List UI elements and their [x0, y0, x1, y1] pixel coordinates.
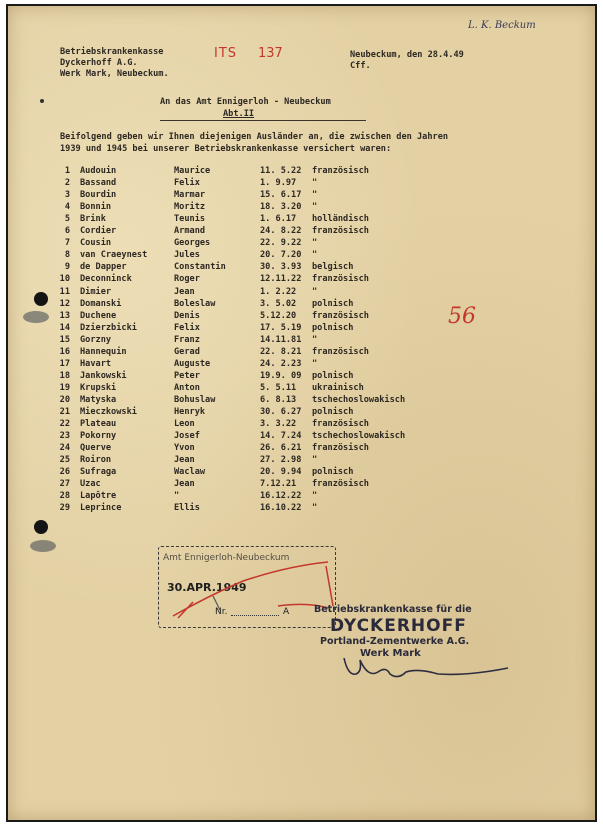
record-nationality: holländisch	[312, 214, 369, 225]
record-birth-date: 20. 7.20	[260, 250, 302, 261]
record-number: 11	[59, 286, 70, 297]
record-first-name: Yvon	[174, 443, 195, 454]
record-birth-date: 16.10.22	[260, 503, 302, 514]
record-nationality: französisch	[312, 419, 369, 430]
record-surname: de Dapper	[80, 262, 127, 273]
record-nationality: polnisch	[312, 322, 354, 333]
record-nationality: französisch	[312, 443, 369, 454]
record-nationality: "	[312, 286, 318, 297]
addressee-line-2: Abt.II	[223, 109, 255, 119]
record-nationality: französisch	[312, 226, 369, 237]
record-first-name: Auguste	[174, 358, 211, 369]
record-first-name: Boleslaw	[174, 298, 216, 309]
record-birth-date: 22. 8.21	[260, 346, 302, 357]
signature	[338, 646, 518, 686]
record-surname: Dzierzbicki	[80, 322, 137, 333]
record-number: 13	[59, 310, 70, 321]
record-surname: Hannequin	[80, 346, 127, 357]
record-surname: Bonnin	[80, 202, 112, 213]
record-number: 12	[59, 298, 70, 309]
reference: Cff.	[350, 61, 371, 71]
record-nationality: "	[312, 491, 318, 502]
record-surname: van Craeynest	[80, 250, 148, 261]
record-birth-date: 30. 6.27	[260, 407, 302, 417]
intro-line-2: 1939 und 1945 bei unserer Betriebskrankenkasse versichert waren:	[60, 144, 392, 154]
record-number: 7	[64, 238, 70, 249]
record-surname: Audouin	[80, 166, 117, 176]
stamp-ref-suffix: A	[283, 607, 290, 617]
record-birth-date: 19.9. 09	[260, 370, 302, 381]
record-first-name: Ellis	[174, 503, 200, 514]
stamp-ref-no: Nr.	[215, 607, 228, 617]
record-number: 3	[64, 190, 70, 201]
record-nationality: polnisch	[312, 370, 354, 381]
record-surname: Domanski	[80, 298, 122, 309]
company-stamp-line-4: Werk Mark	[360, 648, 421, 659]
record-first-name: Roger	[174, 274, 200, 285]
record-surname: Duchene	[80, 310, 117, 321]
record-first-name: Teunis	[174, 214, 206, 225]
record-number: 2	[64, 178, 70, 189]
record-birth-date: 16.12.22	[260, 491, 302, 502]
red-pencil-marks	[8, 6, 599, 824]
record-surname: Matyska	[80, 394, 117, 405]
record-first-name: Maurice	[174, 166, 211, 176]
stamp-office: Amt Ennigerloh-Neubeckum	[163, 553, 290, 563]
record-surname: Brink	[80, 214, 106, 225]
record-birth-date: 12.11.22	[260, 274, 302, 285]
record-nationality: französisch	[312, 479, 369, 490]
record-number: 29	[59, 503, 70, 514]
record-nationality: "	[312, 358, 318, 369]
record-first-name: Jean	[174, 455, 195, 466]
record-surname: Mieczkowski	[80, 407, 137, 417]
record-nationality: ukrainisch	[312, 382, 364, 393]
record-number: 8	[64, 250, 70, 261]
record-nationality: "	[312, 238, 318, 249]
record-birth-date: 24. 2.23	[260, 358, 302, 369]
record-first-name: Jules	[174, 250, 200, 261]
sender-line-3: Werk Mark, Neubeckum.	[60, 69, 169, 79]
record-birth-date: 15. 6.17	[260, 190, 302, 201]
sender-line-2: Dyckerhoff A.G.	[60, 58, 138, 68]
record-birth-date: 1. 6.17	[260, 214, 297, 225]
record-first-name: Jean	[174, 479, 195, 490]
record-birth-date: 24. 8.22	[260, 226, 302, 237]
record-birth-date: 1. 9.97	[260, 178, 297, 189]
record-first-name: Constantin	[174, 262, 226, 273]
record-first-name: Jean	[174, 286, 195, 297]
record-nationality: "	[312, 178, 318, 189]
record-number: 23	[59, 431, 70, 442]
record-nationality: "	[312, 334, 318, 345]
record-first-name: Waclaw	[174, 467, 206, 478]
record-nationality: polnisch	[312, 298, 354, 309]
record-first-name: Henryk	[174, 407, 206, 417]
record-surname: Lapôtre	[80, 491, 117, 502]
record-surname: Roiron	[80, 455, 112, 466]
record-nationality: französisch	[312, 310, 369, 321]
record-birth-date: 5.12.20	[260, 310, 297, 321]
record-number: 27	[59, 479, 70, 490]
record-first-name: Bohuslaw	[174, 394, 216, 405]
record-number: 16	[59, 346, 70, 357]
record-birth-date: 1. 2.22	[260, 286, 297, 297]
record-surname: Sufraga	[80, 467, 117, 478]
record-first-name: Denis	[174, 310, 200, 321]
record-birth-date: 18. 3.20	[260, 202, 302, 213]
record-number: 19	[59, 382, 70, 393]
its-number: 137	[258, 46, 283, 61]
record-number: 25	[59, 455, 70, 466]
record-surname: Cordier	[80, 226, 117, 237]
record-first-name: Franz	[174, 334, 200, 345]
addressee-line-1: An das Amt Ennigerloh - Neubeckum	[160, 97, 331, 107]
record-birth-date: 14. 7.24	[260, 431, 302, 442]
record-nationality: polnisch	[312, 407, 354, 417]
record-number: 18	[59, 370, 70, 381]
record-surname: Bassand	[80, 178, 117, 189]
record-number: 21	[59, 407, 70, 417]
record-first-name: Josef	[174, 431, 200, 442]
record-first-name: "	[174, 491, 180, 502]
record-nationality: "	[312, 202, 318, 213]
record-nationality: französisch	[312, 274, 369, 285]
record-surname: Leprince	[80, 503, 122, 514]
record-surname: Plateau	[80, 419, 117, 430]
sender-line-1: Betriebskrankenkasse	[60, 47, 164, 57]
record-first-name: Georges	[174, 238, 211, 249]
record-surname: Bourdin	[80, 190, 117, 201]
record-number: 6	[64, 226, 70, 237]
record-surname: Krupski	[80, 382, 117, 393]
record-first-name: Moritz	[174, 202, 206, 213]
record-nationality: französisch	[312, 346, 369, 357]
record-first-name: Gerad	[174, 346, 200, 357]
record-birth-date: 6. 8.13	[260, 394, 297, 405]
handwritten-note-top: L. K. Beckum	[468, 20, 536, 31]
record-first-name: Leon	[174, 419, 195, 430]
record-nationality: französisch	[312, 166, 369, 176]
record-first-name: Armand	[174, 226, 206, 237]
record-nationality: tschechoslowakisch	[312, 394, 406, 405]
document-page	[6, 4, 597, 822]
record-number: 17	[59, 358, 70, 369]
record-number: 24	[59, 443, 70, 454]
record-birth-date: 3. 3.22	[260, 419, 297, 430]
record-surname: Cousin	[80, 238, 112, 249]
record-birth-date: 3. 5.02	[260, 298, 297, 309]
record-birth-date: 22. 9.22	[260, 238, 302, 249]
company-stamp-line-1: Betriebskrankenkasse für die	[314, 604, 472, 615]
record-birth-date: 14.11.81	[260, 334, 302, 345]
record-first-name: Felix	[174, 178, 200, 189]
its-mark: ITS	[214, 46, 238, 61]
record-birth-date: 7.12.21	[260, 479, 297, 490]
record-number: 5	[64, 214, 70, 225]
record-surname: Dimier	[80, 286, 112, 297]
record-surname: Jankowski	[80, 370, 127, 381]
record-surname: Havart	[80, 358, 112, 369]
record-surname: Pokorny	[80, 431, 117, 442]
record-first-name: Peter	[174, 370, 200, 381]
intro-line-1: Beifolgend geben wir Ihnen diejenigen Ausländer an, die zwischen den Jahren	[60, 132, 449, 142]
record-surname: Querve	[80, 443, 112, 454]
record-nationality: tschechoslowakisch	[312, 431, 406, 442]
record-birth-date: 26. 6.21	[260, 443, 302, 454]
company-stamp-line-2: DYCKERHOFF	[330, 616, 467, 636]
record-first-name: Anton	[174, 382, 200, 393]
place-date: Neubeckum, den 28.4.49	[350, 50, 464, 60]
record-birth-date: 17. 5.19	[260, 322, 302, 333]
record-birth-date: 20. 9.94	[260, 467, 302, 478]
record-number: 14	[59, 322, 70, 333]
record-nationality: belgisch	[312, 262, 354, 273]
record-nationality: "	[312, 190, 318, 201]
stamp-date: 30.APR.1949	[167, 581, 247, 594]
record-birth-date: 5. 5.11	[260, 382, 297, 393]
record-number: 26	[59, 467, 70, 478]
record-nationality: "	[312, 250, 318, 261]
record-number: 15	[59, 334, 70, 345]
record-birth-date: 11. 5.22	[260, 166, 302, 176]
company-stamp-line-3: Portland-Zementwerke A.G.	[320, 636, 470, 647]
record-number: 4	[64, 202, 70, 213]
margin-note: 56	[448, 304, 476, 329]
record-number: 9	[64, 262, 70, 273]
record-nationality: "	[312, 503, 318, 514]
record-nationality: polnisch	[312, 467, 354, 478]
record-number: 10	[59, 274, 70, 285]
record-nationality: "	[312, 455, 318, 466]
record-surname: Uzac	[80, 479, 101, 490]
record-surname: Gorzny	[80, 334, 112, 345]
record-number: 28	[59, 491, 70, 502]
record-birth-date: 27. 2.98	[260, 455, 302, 466]
record-number: 20	[59, 394, 70, 405]
record-number: 1	[64, 166, 70, 176]
record-first-name: Felix	[174, 322, 200, 333]
record-first-name: Marmar	[174, 190, 206, 201]
record-number: 22	[59, 419, 70, 430]
record-surname: Deconninck	[80, 274, 132, 285]
record-birth-date: 30. 3.93	[260, 262, 302, 273]
